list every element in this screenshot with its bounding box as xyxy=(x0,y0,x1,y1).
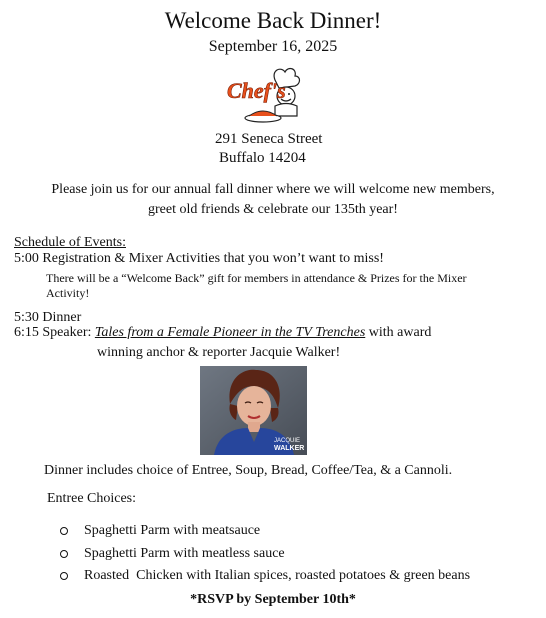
photo-caption-first: JACQUIE xyxy=(274,438,301,444)
speaker-photo xyxy=(200,366,307,455)
schedule-event-registration: 5:00 Registration & Mixer Activities that you won’t want to miss! xyxy=(14,251,384,266)
talk-title: Tales from a Female Pioneer in the TV Trenches xyxy=(94,325,366,340)
event-date: September 16, 2025 xyxy=(208,38,338,55)
schedule-heading: Schedule of Events: xyxy=(14,235,126,250)
photo-caption-last: WALKER xyxy=(274,445,305,452)
address-city: Buffalo 14204 xyxy=(219,150,306,166)
dinner-includes: Dinner includes choice of Entree, Soup, Bread, Coffee/Tea, & a Cannoli. xyxy=(44,463,453,478)
list-item xyxy=(60,546,285,562)
intro-line: greet old friends & celebrate our 135th year! xyxy=(148,202,398,217)
address-street: 291 Seneca Street xyxy=(215,131,323,147)
note-line: There will be a “Welcome Back” gift for members in attendance & Prizes for the Mixer xyxy=(46,271,467,285)
intro-paragraph xyxy=(0,180,546,220)
logo-wordmark: Chef's xyxy=(227,78,286,103)
speaker-description: winning anchor & reporter Jacquie Walker! xyxy=(97,345,341,360)
schedule-event-dinner: 5:30 Dinner xyxy=(14,310,82,325)
event-title: Welcome Back Dinner! xyxy=(164,8,382,33)
chefs-logo xyxy=(225,66,305,130)
bullet-icon xyxy=(60,527,68,535)
rsvp-notice: *RSVP by September 10th* xyxy=(190,592,356,607)
speaker-prefix: 6:15 Speaker: xyxy=(14,325,95,340)
speaker-suffix: with award xyxy=(365,325,432,340)
bullet-icon xyxy=(60,550,68,558)
list-item xyxy=(60,568,470,584)
entree-heading: Entree Choices: xyxy=(47,491,137,506)
bullet-icon xyxy=(60,572,68,580)
note-line: Activity! xyxy=(46,286,90,300)
entree-choice: Spaghetti Parm with meatless sauce xyxy=(84,546,285,561)
schedule-note xyxy=(46,271,516,301)
schedule-event-speaker xyxy=(14,325,431,341)
entree-choice: Roasted Chicken with Italian spices, roasted potatoes & green beans xyxy=(84,568,471,583)
list-item xyxy=(60,523,260,539)
intro-line: Please join us for our annual fall dinner where we will welcome new members, xyxy=(51,182,495,197)
entree-choice: Spaghetti Parm with meatsauce xyxy=(84,523,261,538)
